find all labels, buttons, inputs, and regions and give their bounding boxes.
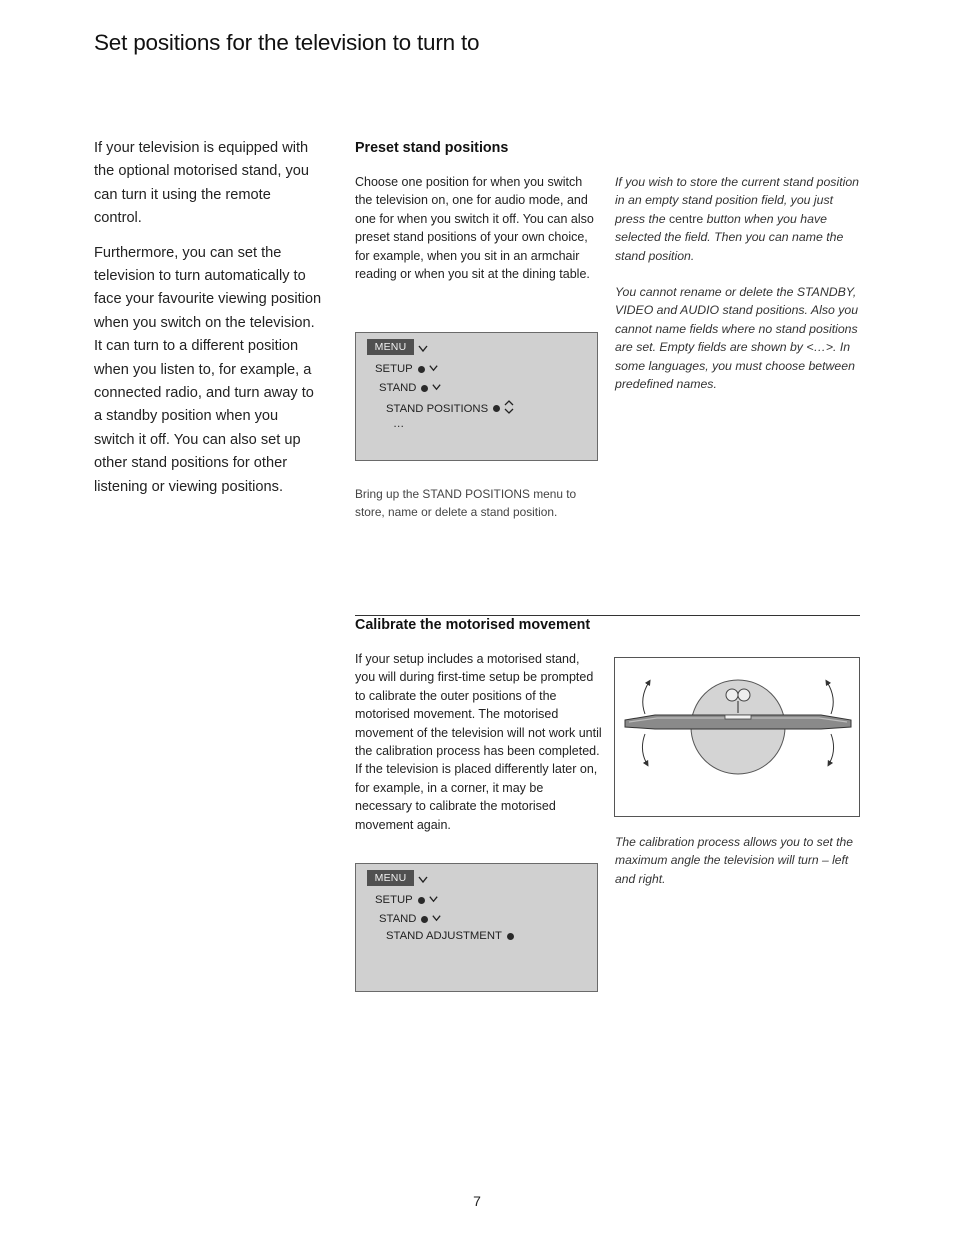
selection-dot-icon bbox=[421, 385, 428, 392]
preset-note-2: You cannot rename or delete the STANDBY, VIDEO and AUDIO stand positions. Also you cannot name fields where no stand positions are set. Empty fields are shown by <…>. In some languages, you must choose between predefined names. bbox=[615, 285, 859, 392]
page-number: 7 bbox=[473, 1193, 481, 1209]
menu-line-setup bbox=[375, 893, 439, 907]
menu-tag: MENU bbox=[367, 339, 414, 355]
menu-tag: MENU bbox=[367, 870, 414, 886]
menu-line-stand bbox=[379, 381, 442, 395]
menu-label-stand-adjustment: STAND ADJUSTMENT bbox=[386, 930, 502, 942]
menu-line-ellipsis: … bbox=[393, 418, 405, 430]
chevron-down-icon bbox=[431, 381, 442, 395]
menu-label-setup: SETUP bbox=[375, 894, 413, 906]
centre-key-label: centre bbox=[669, 211, 704, 226]
menu-line-stand-adjustment bbox=[386, 930, 514, 942]
menu-line-setup bbox=[375, 362, 439, 376]
chevron-down-icon bbox=[431, 912, 442, 926]
note-1-after: button when you have selected the field. Then you can name the stand position. bbox=[615, 211, 844, 263]
menu-line-stand bbox=[379, 912, 442, 926]
preset-heading: Preset stand positions bbox=[355, 140, 509, 156]
stand-positions-menu bbox=[355, 332, 598, 461]
selection-dot-icon bbox=[421, 916, 428, 923]
intro-text bbox=[94, 137, 322, 499]
calibration-illustration bbox=[614, 657, 860, 817]
chevron-down-icon bbox=[417, 342, 429, 357]
stand-adjustment-menu bbox=[355, 863, 598, 992]
section-divider bbox=[355, 615, 860, 616]
chevron-down-icon bbox=[417, 873, 429, 888]
selection-dot-icon bbox=[507, 933, 514, 940]
tv-rotation-illustration bbox=[615, 658, 859, 816]
menu-label-stand: STAND bbox=[379, 913, 417, 925]
menu-label-stand: STAND bbox=[379, 382, 417, 394]
selection-dot-icon bbox=[418, 897, 425, 904]
calibrate-heading: Calibrate the motorised movement bbox=[355, 617, 591, 633]
intro-paragraph-2: Furthermore, you can set the television to turn automatically to face your favourite viewing position when you switch on the television. It can turn to a different position when you listen to, for example, a connected radio, and turn away to a standby position when you switch it off. You can also set up other stand positions for other listening or viewing positions. bbox=[94, 244, 322, 495]
intro-paragraph-1: If your television is equipped with the optional motorised stand, you can turn it using the remote control. bbox=[94, 140, 309, 227]
selection-dot-icon bbox=[418, 366, 425, 373]
menu-label-setup: SETUP bbox=[375, 363, 413, 375]
chevron-down-icon bbox=[428, 362, 439, 376]
chevron-down-icon bbox=[428, 893, 439, 907]
calibration-figure-caption: The calibration process allows you to set the maximum angle the television will turn – left and right. bbox=[615, 835, 853, 886]
page-title: Set positions for the television to turn to bbox=[94, 30, 480, 55]
preset-menu-caption: Bring up the STAND POSITIONS menu to store, name or delete a stand position. bbox=[355, 487, 577, 520]
menu-label-stand-positions: STAND POSITIONS bbox=[386, 402, 489, 415]
preset-note-1 bbox=[615, 173, 860, 265]
menu-line-stand-positions bbox=[386, 399, 515, 418]
chevron-up-down-icon bbox=[503, 399, 515, 418]
selection-dot-icon bbox=[493, 405, 500, 412]
preset-body: Choose one position for when you switch the television on, one for audio mode, and one for when you switch it off. You can also preset stand positions of your own choice, for example, when you sit in an armchair reading or when you sit at the dining table. bbox=[355, 175, 594, 282]
calibrate-body: If your setup includes a motorised stand, you will during first-time setup be prompted to calibrate the outer positions of the motorised movement. The motorised movement of the television will not work until the calibration process has been completed. If the television is placed differently later on, for example, in a corner, it may be necessary to calibrate the motorised movement again. bbox=[355, 652, 602, 832]
note-1-before: If you wish to store the current stand position in an empty stand position field, you just press the bbox=[615, 175, 860, 226]
